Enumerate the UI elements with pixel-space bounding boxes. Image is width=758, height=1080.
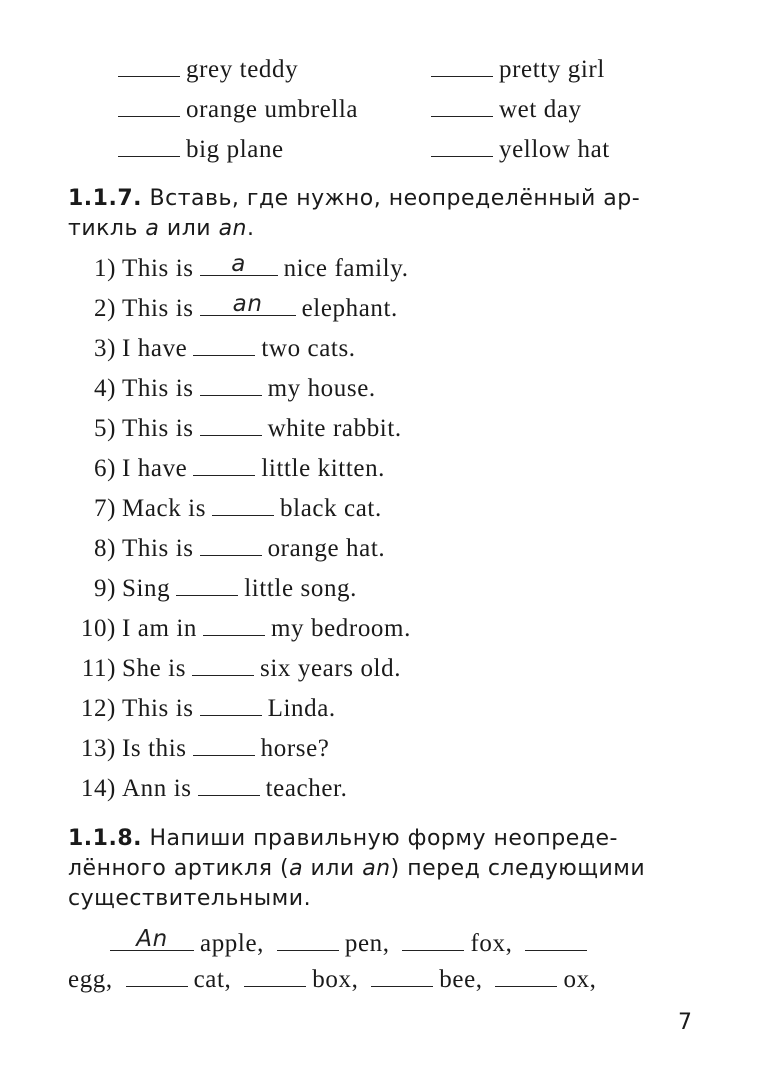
item-number: 6) — [93, 455, 116, 482]
list-item — [64, 655, 401, 683]
phrase: yellow hat — [499, 136, 610, 163]
item-number: 1) — [93, 255, 116, 282]
item-number: 13) — [80, 735, 116, 762]
item-number: 10) — [80, 615, 116, 642]
item-number: 7) — [93, 495, 116, 522]
exercise-117-instruction-line1 — [68, 186, 640, 211]
answer-blank[interactable] — [200, 394, 262, 396]
answer-blank[interactable] — [402, 949, 464, 951]
noun: fox, — [470, 930, 513, 957]
item-before: Mack is — [122, 495, 207, 522]
item-after: little kitten. — [261, 455, 386, 482]
answer-blank[interactable] — [203, 634, 265, 636]
noun: cat, — [193, 966, 232, 993]
phrase: orange umbrella — [186, 96, 359, 123]
item-before: This is — [122, 375, 194, 402]
answer-blank[interactable] — [495, 985, 557, 987]
answer-blank[interactable] — [200, 291, 296, 317]
item-number: 8) — [93, 535, 116, 562]
noun: apple, — [200, 930, 264, 957]
item-after: elephant. — [301, 295, 398, 322]
page-number: 7 — [678, 1010, 692, 1035]
answer-blank[interactable] — [371, 985, 433, 987]
article-an: an — [362, 856, 391, 881]
item-after: nice family. — [283, 255, 409, 282]
pair-left-3 — [112, 136, 284, 164]
list-item — [64, 375, 376, 403]
item-number: 12) — [80, 695, 116, 722]
list-item — [64, 455, 385, 483]
exercise-118-instruction-line1 — [68, 826, 618, 851]
list-item — [64, 575, 357, 603]
article-a: a — [289, 856, 304, 881]
answer-blank[interactable] — [192, 674, 254, 676]
noun: box, — [312, 966, 359, 993]
article-an: an — [218, 216, 247, 241]
handwritten-answer: An — [136, 926, 168, 952]
item-before: I have — [122, 455, 188, 482]
list-item — [64, 335, 356, 363]
exercise-number: 1.1.8. — [68, 826, 142, 851]
item-after: my bedroom. — [271, 615, 411, 642]
item-number: 2) — [93, 295, 116, 322]
answer-blank[interactable] — [193, 754, 255, 756]
answer-blank[interactable] — [118, 75, 180, 77]
instruction-text: ) перед следующими — [390, 856, 646, 881]
list-item — [64, 615, 411, 643]
list-item — [64, 415, 402, 443]
answer-blank[interactable] — [118, 155, 180, 157]
item-after: two cats. — [261, 335, 356, 362]
instruction-text: лённого артикля ( — [68, 856, 290, 881]
item-before: This is — [122, 295, 194, 322]
pair-right-2 — [425, 96, 582, 124]
item-after: my house. — [267, 375, 376, 402]
item-before: She is — [122, 655, 187, 682]
item-after: white rabbit. — [267, 415, 402, 442]
list-item — [64, 535, 385, 563]
pair-right-3 — [425, 136, 610, 164]
item-after: Linda. — [267, 695, 336, 722]
item-number: 4) — [93, 375, 116, 402]
answer-blank[interactable] — [200, 251, 278, 277]
item-before: Sing — [122, 575, 171, 602]
instruction-text: или — [159, 216, 219, 241]
list-item — [64, 251, 409, 283]
list-item — [64, 291, 398, 323]
noun: bee, — [439, 966, 483, 993]
answer-blank[interactable] — [118, 115, 180, 117]
answer-blank[interactable] — [200, 554, 262, 556]
instruction-text: существительными. — [68, 886, 312, 911]
phrase: pretty girl — [499, 56, 605, 83]
instruction-text: Вставь, где нужно, неопределённый ар- — [149, 186, 641, 211]
handwritten-answer: an — [232, 291, 263, 317]
exercise-118-instruction-line2 — [68, 856, 645, 881]
answer-blank[interactable] — [431, 75, 493, 77]
item-number: 3) — [93, 335, 116, 362]
list-item — [64, 735, 329, 763]
exercise-118-row2 — [68, 966, 597, 994]
answer-blank[interactable] — [200, 434, 262, 436]
list-item — [64, 775, 347, 803]
answer-blank[interactable] — [431, 155, 493, 157]
answer-blank[interactable] — [193, 474, 255, 476]
item-number: 14) — [80, 775, 116, 802]
item-before: I am in — [122, 615, 198, 642]
answer-blank[interactable] — [525, 949, 587, 951]
noun: ox, — [563, 966, 597, 993]
list-item — [64, 695, 336, 723]
answer-blank[interactable] — [176, 594, 238, 596]
item-after: teacher. — [265, 775, 348, 802]
phrase: wet day — [499, 96, 582, 123]
answer-blank[interactable] — [431, 115, 493, 117]
item-before: This is — [122, 255, 194, 282]
article-a: a — [145, 216, 160, 241]
phrase: grey teddy — [186, 56, 299, 83]
answer-blank[interactable] — [200, 714, 262, 716]
item-before: This is — [122, 535, 194, 562]
pair-left-2 — [112, 96, 358, 124]
noun: egg, — [68, 966, 113, 993]
exercise-number: 1.1.7. — [68, 186, 142, 211]
answer-blank[interactable] — [244, 985, 306, 987]
exercise-118-row1 — [104, 926, 593, 958]
item-after: six years old. — [260, 655, 402, 682]
answer-blank[interactable] — [110, 926, 194, 952]
item-before: Is this — [122, 735, 187, 762]
noun: pen, — [344, 930, 390, 957]
answer-blank[interactable] — [198, 794, 260, 796]
instruction-text: . — [247, 216, 255, 241]
instruction-text: или — [303, 856, 363, 881]
answer-blank[interactable] — [126, 985, 188, 987]
item-before: This is — [122, 695, 194, 722]
list-item — [64, 495, 382, 523]
instruction-text: тикль — [68, 216, 146, 241]
pair-right-1 — [425, 56, 605, 84]
phrase: big plane — [186, 136, 284, 163]
instruction-text: Напиши правильную форму неопреде- — [149, 826, 618, 851]
answer-blank[interactable] — [193, 354, 255, 356]
exercise-118-instruction-line3 — [68, 886, 311, 911]
item-number: 11) — [81, 655, 116, 682]
item-number: 5) — [93, 415, 116, 442]
exercise-117-instruction-line2 — [68, 216, 255, 241]
item-after: orange hat. — [267, 535, 386, 562]
item-before: This is — [122, 415, 194, 442]
item-after: black cat. — [280, 495, 382, 522]
item-after: horse? — [260, 735, 330, 762]
answer-blank[interactable] — [212, 514, 274, 516]
item-after: little song. — [244, 575, 358, 602]
pair-left-1 — [112, 56, 298, 84]
answer-blank[interactable] — [277, 949, 339, 951]
item-before: I have — [122, 335, 188, 362]
item-before: Ann is — [122, 775, 192, 802]
item-number: 9) — [93, 575, 116, 602]
handwritten-answer: a — [231, 251, 246, 277]
